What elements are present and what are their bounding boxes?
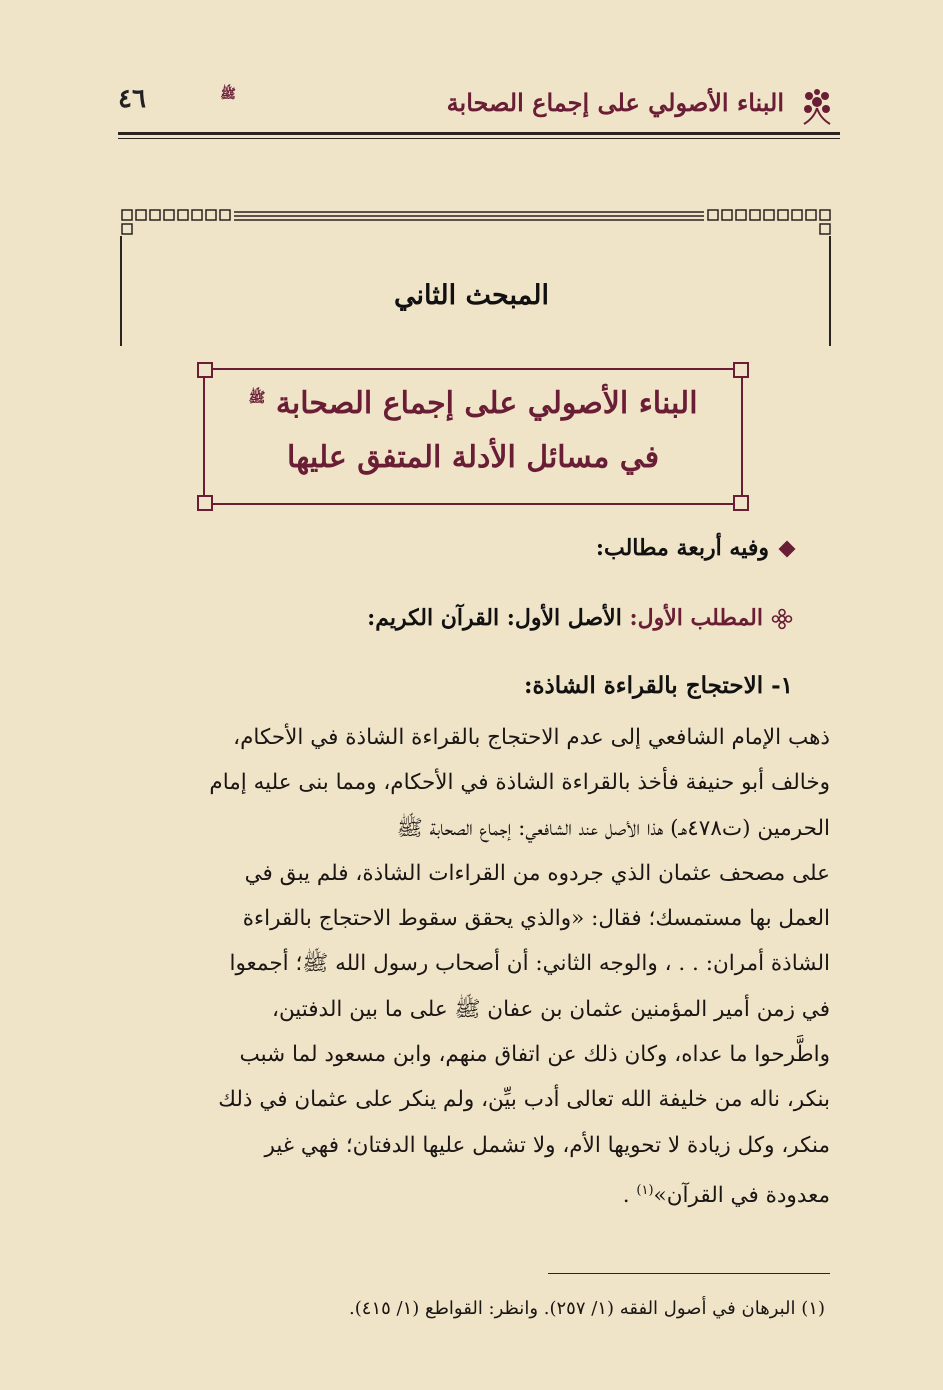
section-heading: المبحث الثاني bbox=[394, 280, 549, 311]
corner-ornament bbox=[733, 495, 749, 511]
body-line-last: معدودة في القرآن»$^{(١)}$ . bbox=[622, 1182, 830, 1209]
section-title-line1 bbox=[205, 386, 741, 421]
corner-ornament bbox=[733, 362, 749, 378]
body-line: في زمن أمير المؤمنين عثمان بن عفان ﷺ على ما بين الدفتين، bbox=[272, 996, 830, 1022]
section-title-text: البناء الأصولي على إجماع الصحابة bbox=[275, 386, 698, 421]
body-line: ذهب الإمام الشافعي إلى عدم الاحتجاج بالقراءة الشاذة في الأحكام، bbox=[233, 725, 830, 750]
footnote-separator bbox=[548, 1273, 830, 1274]
body-line: العمل بها مستمسك؛ فقال: «والذي يحقق سقوط الاحتجاج بالقراءة bbox=[242, 906, 830, 932]
section-title-box bbox=[203, 368, 743, 505]
body-line: منكر، وكل زيادة لا تحويها الأم، ولا تشمل عليها الدفتان؛ فهي غير bbox=[264, 1132, 830, 1158]
body-line: وخالف أبو حنيفة فأخذ بالقراءة الشاذة في الأحكام، ومما بنى عليه إمام bbox=[209, 770, 830, 796]
running-title: البناء الأصولي على إجماع الصحابة bbox=[446, 88, 784, 117]
body-line: الشاذة أمران: . . ، والوجه الثاني: أن أصحاب رسول الله ﷺ؛ أجمعوا bbox=[229, 951, 830, 977]
intro-line bbox=[596, 535, 793, 561]
footnote-marker: (١) bbox=[636, 1182, 654, 1198]
matlab-heading bbox=[367, 605, 793, 631]
header-rule-thick bbox=[118, 132, 840, 135]
honorific-mark: ﷺ bbox=[220, 87, 236, 102]
body-text bbox=[118, 715, 830, 1213]
rosette-icon bbox=[771, 608, 793, 630]
matlab-label: المطلب الأول: bbox=[629, 605, 763, 631]
section-title-line2: في مسائل الأدلة المتفق عليها bbox=[286, 440, 660, 475]
subheading: ١- الاحتجاج بالقراءة الشاذة: bbox=[524, 672, 793, 699]
corner-ornament bbox=[197, 362, 213, 378]
footnote: (١) البرهان في أصول الفقه (١/ ٢٥٧). وانظر: القواطع (١/ ٤١٥). bbox=[349, 1298, 825, 1319]
floral-ornament-icon bbox=[794, 84, 840, 130]
body-last-text: معدودة في القرآن» bbox=[653, 1183, 830, 1209]
running-header bbox=[118, 82, 840, 142]
body-line: واطَّرحوا ما عداه، وكان ذلك عن اتفاق منهم، وابن مسعود لما شبب bbox=[239, 1042, 830, 1068]
intro-text: وفيه أربعة مطالب: bbox=[595, 535, 769, 561]
header-rule-thin bbox=[118, 138, 840, 139]
honorific-mark: ﷺ bbox=[248, 390, 266, 406]
corner-ornament bbox=[197, 495, 213, 511]
diamond-bullet-icon bbox=[779, 541, 796, 558]
body-line: الحرمين (ت٤٧٨هـ) هذا الأصل عند الشافعي: إجماع الصحابة ﷺ bbox=[396, 815, 830, 841]
body-line: بنكر، ناله من خليفة الله تعالى أدب بيِّن، ولم ينكر على عثمان في ذلك bbox=[218, 1087, 830, 1113]
body-line: على مصحف عثمان الذي جردوه من القراءات الشاذة، فلم يبق في bbox=[244, 860, 830, 886]
matlab-text: الأصل الأول: القرآن الكريم: bbox=[367, 605, 622, 631]
decorative-frame-border bbox=[120, 206, 832, 236]
page-number: ٤٦ bbox=[118, 84, 146, 114]
